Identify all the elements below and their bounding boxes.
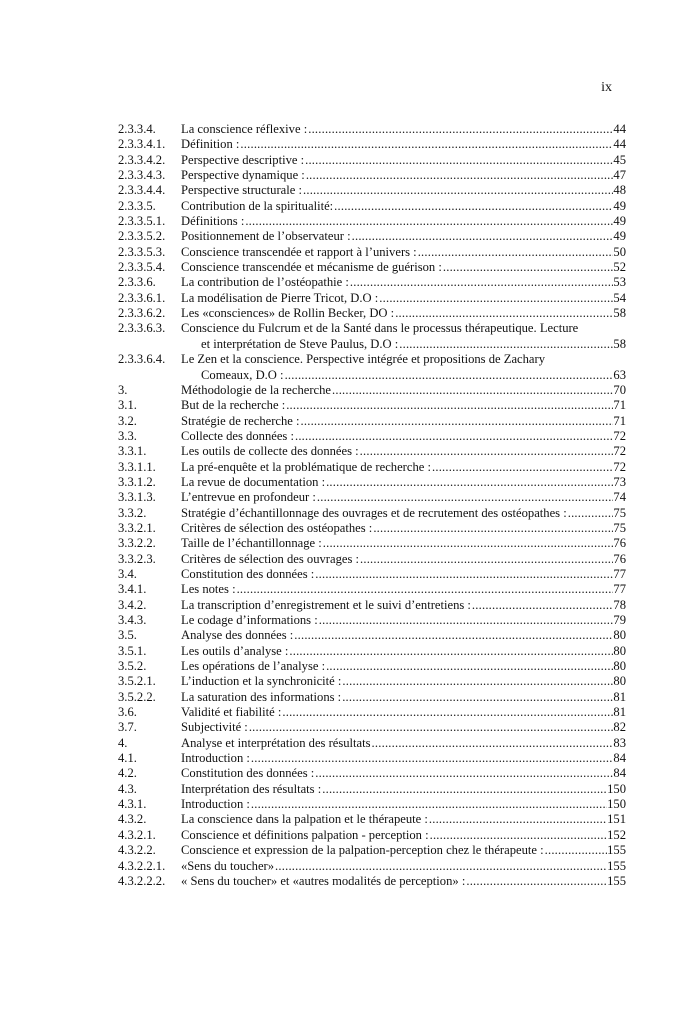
toc-entry-number: 2.3.3.5.2. [118, 229, 166, 244]
page-number: ix [601, 80, 612, 95]
dot-leader [248, 720, 614, 735]
dot-leader [294, 429, 613, 444]
toc-entry-number: 3.3.1. [118, 444, 147, 459]
toc-entry-number: 3.3.1.2. [118, 474, 156, 489]
toc-entry-title: Subjectivité : [181, 720, 248, 735]
toc-entry-number: 4.3.1. [118, 797, 147, 812]
toc-entry[interactable] [118, 736, 626, 751]
dot-leader [302, 183, 613, 198]
toc-entry-title: Introduction : [181, 797, 250, 812]
dot-leader [359, 552, 613, 567]
toc-entry-page: 72 [613, 444, 626, 459]
toc-entry-page: 74 [613, 490, 626, 505]
dot-leader [359, 444, 614, 459]
toc-entry-number: 4.3.2.1. [118, 827, 156, 842]
toc-entry[interactable] [118, 460, 626, 475]
toc-entry-title: Conscience transcendée et mécanisme de guérison : [181, 260, 442, 275]
dot-leader [544, 843, 607, 858]
toc-entry-number: 2.3.3.4.4. [118, 183, 166, 198]
toc-entry[interactable] [118, 306, 626, 321]
toc-entry-number: 4. [118, 735, 128, 750]
toc-entry-page: 52 [613, 260, 626, 275]
toc-entry-number: 3.3. [118, 428, 137, 443]
toc-entry-number-spacer [118, 337, 181, 352]
dot-leader [398, 337, 613, 352]
dot-leader [250, 751, 614, 766]
toc-entry-title: Comeaux, D.O : [201, 367, 284, 382]
dot-leader [429, 828, 608, 843]
toc-entry-page: 79 [613, 613, 626, 627]
toc-entry[interactable] [118, 859, 626, 874]
toc-entry-page: 71 [613, 398, 626, 413]
toc-entry[interactable] [118, 797, 626, 812]
toc-entry-title: Définitions : [181, 214, 245, 229]
dot-leader [285, 398, 613, 413]
dot-leader [349, 275, 614, 290]
toc-entry[interactable] [118, 613, 626, 628]
toc-entry-page: 58 [613, 336, 626, 351]
toc-entry-page: 44 [613, 122, 626, 136]
toc-entry[interactable] [118, 490, 626, 505]
dot-leader [318, 613, 614, 628]
toc-entry[interactable] [118, 214, 626, 229]
dot-leader [471, 598, 613, 613]
toc-entry-number: 3. [118, 382, 128, 397]
toc-entry-number: 3.3.2. [118, 505, 147, 520]
dot-leader [250, 797, 607, 812]
dot-leader [314, 567, 613, 582]
toc-entry-continuation[interactable] [118, 337, 626, 352]
toc-entry-number: 4.3. [118, 781, 137, 796]
dot-leader [331, 383, 613, 398]
toc-entry-title: Les «consciences» de Rollin Becker, DO : [181, 306, 395, 321]
toc-entry[interactable] [118, 628, 626, 643]
toc-entry-number: 2.3.3.6. [118, 275, 156, 290]
toc-entry-page: 70 [613, 382, 626, 397]
toc-entry-page: 80 [613, 659, 626, 674]
toc-entry[interactable] [118, 429, 626, 444]
toc-entry-title: Définition : [181, 137, 240, 152]
toc-entry[interactable] [118, 398, 626, 413]
toc-entry-page: 53 [613, 275, 626, 290]
toc-entry-page: 54 [613, 290, 626, 305]
dot-leader [316, 490, 614, 505]
toc-entry[interactable] [118, 352, 626, 367]
toc-entry-title: La conscience réflexive : [181, 122, 308, 136]
toc-entry-page: 76 [613, 551, 626, 566]
toc-entry-number: 4.3.2.2.1. [118, 858, 166, 873]
toc-entry-page: 49 [613, 198, 626, 213]
toc-entry-page: 80 [613, 628, 626, 643]
toc-entry-number: 2.3.3.6.4. [118, 352, 166, 367]
dot-leader [274, 859, 607, 874]
toc-entry[interactable] [118, 782, 626, 797]
toc-entry-title: Taille de l’échantillonnage : [181, 536, 322, 551]
toc-entry-page: 48 [613, 183, 626, 198]
toc-entry-title: Stratégie de recherche : [181, 413, 300, 428]
toc-entry-number: 3.4.3. [118, 613, 147, 627]
toc-entry-number: 3.5.1. [118, 643, 147, 658]
toc-entry-number: 3.3.2.3. [118, 551, 156, 566]
toc-entry-page: 83 [613, 735, 626, 750]
toc-entry-title: Validité et fiabilité : [181, 705, 282, 720]
dot-leader [244, 214, 613, 229]
toc-entry-number: 2.3.3.4. [118, 122, 156, 136]
toc-entry-number: 4.3.2.2. [118, 843, 156, 858]
toc-entry-title: Interprétation des résultats : [181, 781, 322, 796]
toc-entry-page: 155 [607, 858, 626, 873]
toc-entry-title: La conscience dans la palpation et le thérapeute : [181, 812, 428, 827]
toc-entry-number: 3.4. [118, 566, 137, 581]
toc-entry[interactable] [118, 843, 626, 858]
toc-entry[interactable] [118, 260, 626, 275]
toc-entry-title: Positionnement de l’observateur : [181, 229, 351, 244]
toc-entry-page: 72 [613, 459, 626, 474]
toc-entry[interactable] [118, 183, 626, 198]
toc-entry-title: Stratégie d’échantillonnage des ouvrages et de recrutement des ostéopathes : [181, 505, 567, 520]
toc-entry-number: 3.5. [118, 628, 137, 643]
dot-leader [394, 306, 613, 321]
toc-entry[interactable] [118, 444, 626, 459]
toc-entry-title: Contribution de la spiritualité: [181, 198, 334, 213]
toc-entry[interactable] [118, 766, 626, 781]
dot-leader [371, 736, 614, 751]
dot-leader [305, 168, 614, 183]
toc-entry-page: 45 [613, 152, 626, 167]
toc-entry-number: 3.3.2.2. [118, 536, 156, 551]
toc-entry-number: 3.7. [118, 720, 137, 735]
dot-leader [431, 460, 613, 475]
dot-leader [314, 766, 613, 781]
toc-entry-title: Constitution des données : [181, 566, 315, 581]
toc-entry[interactable] [118, 674, 626, 689]
toc-entry-number: 2.3.3.5.1. [118, 214, 166, 229]
toc-entry-title: La pré-enquête et la problématique de recherche : [181, 459, 431, 474]
toc-entry-page: 81 [613, 689, 626, 704]
dot-leader [325, 659, 613, 674]
toc-entry-title: La modélisation de Pierre Tricot, D.O : [181, 290, 379, 305]
toc-entry-title: Conscience transcendée et rapport à l’univers : [181, 244, 417, 259]
toc-entry-page: 152 [607, 827, 626, 842]
dot-leader [307, 122, 613, 137]
toc-entry-number: 3.2. [118, 413, 137, 428]
toc-entry-page: 150 [607, 781, 626, 796]
toc-entry-title: Conscience et définitions palpation - perception : [181, 827, 429, 842]
toc-entry[interactable] [118, 275, 626, 290]
toc-entry[interactable] [118, 659, 626, 674]
toc-entry-page: 49 [613, 214, 626, 229]
toc-entry-title: Le codage d’informations : [181, 613, 318, 627]
dot-leader [567, 506, 614, 521]
toc-entry-number: 2.3.3.6.3. [118, 321, 166, 336]
toc-entry-page: 47 [613, 168, 626, 183]
toc-entry-page: 50 [613, 244, 626, 259]
toc-entry-title: Le Zen et la conscience. Perspective intégrée et propositions de Zachary [181, 352, 546, 367]
toc-entry-page: 155 [607, 873, 626, 888]
toc-entry[interactable] [118, 122, 626, 137]
toc-entry-title: « Sens du toucher» et «autres modalités de perception» : [181, 873, 466, 888]
toc-entry-page: 58 [613, 306, 626, 321]
toc-entry-title: «Sens du toucher» [181, 858, 275, 873]
toc-entry-number: 3.5.2.2. [118, 689, 156, 704]
toc-entry[interactable] [118, 874, 626, 889]
toc-entry-page: 151 [607, 812, 626, 827]
toc-entry-page: 44 [613, 137, 626, 152]
dot-leader [372, 521, 613, 536]
toc-entry[interactable] [118, 598, 626, 613]
dot-leader [304, 153, 613, 168]
dot-leader [428, 812, 607, 827]
toc-entry-title: Critères de sélection des ouvrages : [181, 551, 360, 566]
toc-entry-title: Introduction : [181, 751, 250, 766]
toc-entry-number: 2.3.3.4.3. [118, 168, 166, 183]
toc-entry[interactable] [118, 751, 626, 766]
toc-entry-number: 2.3.3.4.2. [118, 152, 166, 167]
toc-entry-page: 75 [613, 505, 626, 520]
dot-leader [284, 368, 614, 383]
toc-entry[interactable] [118, 229, 626, 244]
toc-entry-title: Conscience du Fulcrum et de la Santé dans le processus thérapeutique. Lecture [181, 321, 579, 336]
toc-entry[interactable] [118, 521, 626, 536]
toc-entry-page: 71 [613, 413, 626, 428]
toc-entry-number: 2.3.3.5. [118, 198, 156, 213]
toc-entry-title: La transcription d’enregistrement et le suivi d’entretiens : [181, 597, 471, 612]
toc-entry-number: 2.3.3.4.1. [118, 137, 166, 152]
toc-entry-number: 3.1. [118, 398, 137, 413]
toc-entry[interactable] [118, 828, 626, 843]
toc-entry-number: 3.4.2. [118, 597, 147, 612]
toc-entry[interactable] [118, 414, 626, 429]
toc-entry-number: 3.3.2.1. [118, 520, 156, 535]
toc-entry-number-spacer [118, 368, 181, 383]
toc-entry-title: But de la recherche : [181, 398, 286, 413]
toc-entry-number: 3.4.1. [118, 582, 147, 597]
toc-entry[interactable] [118, 705, 626, 720]
toc-entry-page: 77 [613, 566, 626, 581]
toc-entry[interactable] [118, 690, 626, 705]
toc-entry-number: 2.3.3.5.4. [118, 260, 166, 275]
toc-entry-title: La saturation des informations : [181, 689, 342, 704]
toc-entry[interactable] [118, 567, 626, 582]
dot-leader [341, 674, 613, 689]
toc-entry-number: 3.6. [118, 705, 137, 720]
toc-entry-page: 84 [613, 751, 626, 766]
toc-entry-title: Constitution des données : [181, 766, 315, 781]
toc-entry-number: 3.3.1.1. [118, 459, 156, 474]
toc-entry-title: L’entrevue en profondeur : [181, 490, 316, 505]
toc-entry[interactable] [118, 644, 626, 659]
toc-entry[interactable] [118, 168, 626, 183]
dot-leader [417, 245, 614, 260]
dot-leader [322, 536, 614, 551]
dot-leader [321, 782, 607, 797]
toc-entry[interactable] [118, 812, 626, 827]
dot-leader [325, 475, 613, 490]
toc-entry-title: La contribution de l’ostéopathie : [181, 275, 349, 290]
toc-entry[interactable] [118, 321, 626, 336]
toc-entry-number: 3.5.2. [118, 659, 147, 674]
toc-entry-title: Méthodologie de la recherche [181, 382, 332, 397]
toc-entry-number: 4.2. [118, 766, 137, 781]
dot-leader [288, 644, 613, 659]
toc-entry[interactable] [118, 245, 626, 260]
toc-entry-title: La revue de documentation : [181, 474, 326, 489]
toc-entry-number: 3.5.2.1. [118, 674, 156, 689]
dot-leader [236, 582, 614, 597]
toc-entry-title: Perspective descriptive : [181, 152, 305, 167]
toc-entry-title: Conscience et expression de la palpation-perception chez le thérapeute : [181, 843, 544, 858]
toc-entry[interactable] [118, 506, 626, 521]
toc-entry-page: 80 [613, 643, 626, 658]
toc-entry[interactable] [118, 153, 626, 168]
toc-entry-title: Collecte des données : [181, 428, 294, 443]
toc-entry-page: 155 [607, 843, 626, 858]
toc-entry-title: Les notes : [181, 582, 236, 597]
dot-leader [351, 229, 614, 244]
dot-leader [341, 690, 613, 705]
toc-entry-page: 77 [613, 582, 626, 597]
toc-entry-number: 4.1. [118, 751, 137, 766]
toc-entry-page: 80 [613, 674, 626, 689]
dot-leader [333, 199, 613, 214]
dot-leader [281, 705, 613, 720]
toc-entry-title: Perspective structurale : [181, 183, 302, 198]
toc-entry-page: 150 [607, 797, 626, 812]
toc-entry-number: 2.3.3.5.3. [118, 244, 166, 259]
toc-entry-number: 2.3.3.6.1. [118, 290, 166, 305]
toc-entry-number: 3.3.1.3. [118, 490, 156, 505]
toc-entry[interactable] [118, 199, 626, 214]
toc-entry-title: et interprétation de Steve Paulus, D.O : [201, 336, 399, 351]
toc-entry-number: 2.3.3.6.2. [118, 306, 166, 321]
dot-leader [465, 874, 607, 889]
toc-entry-number: 4.3.2. [118, 812, 147, 827]
toc-entry-page: 73 [613, 474, 626, 489]
toc-entry[interactable] [118, 720, 626, 735]
dot-leader [300, 414, 614, 429]
table-of-contents [118, 122, 626, 889]
dot-leader [239, 137, 613, 152]
toc-entry-title: Perspective dynamique : [181, 168, 305, 183]
toc-entry-page: 81 [613, 705, 626, 720]
toc-entry-title: Les opérations de l’analyse : [181, 659, 326, 674]
dot-leader [293, 628, 613, 643]
toc-entry-continuation[interactable] [118, 368, 626, 383]
toc-entry[interactable] [118, 291, 626, 306]
toc-entry-page: 75 [613, 520, 626, 535]
toc-entry[interactable] [118, 536, 626, 551]
toc-entry[interactable] [118, 475, 626, 490]
toc-entry-page: 72 [613, 428, 626, 443]
toc-entry-title: Les outils d’analyse : [181, 643, 289, 658]
toc-entry-title: Analyse des données : [181, 628, 294, 643]
toc-entry[interactable] [118, 552, 626, 567]
toc-entry-title: L’induction et la synchronicité : [181, 674, 342, 689]
toc-entry-number: 4.3.2.2.2. [118, 873, 166, 888]
toc-entry-page: 63 [613, 367, 626, 382]
toc-entry-title: Analyse et interprétation des résultats [181, 735, 371, 750]
toc-entry-page: 82 [613, 720, 626, 735]
toc-entry-title: Les outils de collecte des données : [181, 444, 359, 459]
dot-leader [442, 260, 614, 275]
toc-entry-title: Critères de sélection des ostéopathes : [181, 520, 373, 535]
toc-entry[interactable] [118, 582, 626, 597]
toc-entry-page: 84 [613, 766, 626, 781]
toc-entry-page: 78 [613, 597, 626, 612]
dot-leader [378, 291, 613, 306]
toc-entry-page: 76 [613, 536, 626, 551]
toc-entry[interactable] [118, 137, 626, 152]
toc-entry[interactable] [118, 383, 626, 398]
toc-entry-page: 49 [613, 229, 626, 244]
